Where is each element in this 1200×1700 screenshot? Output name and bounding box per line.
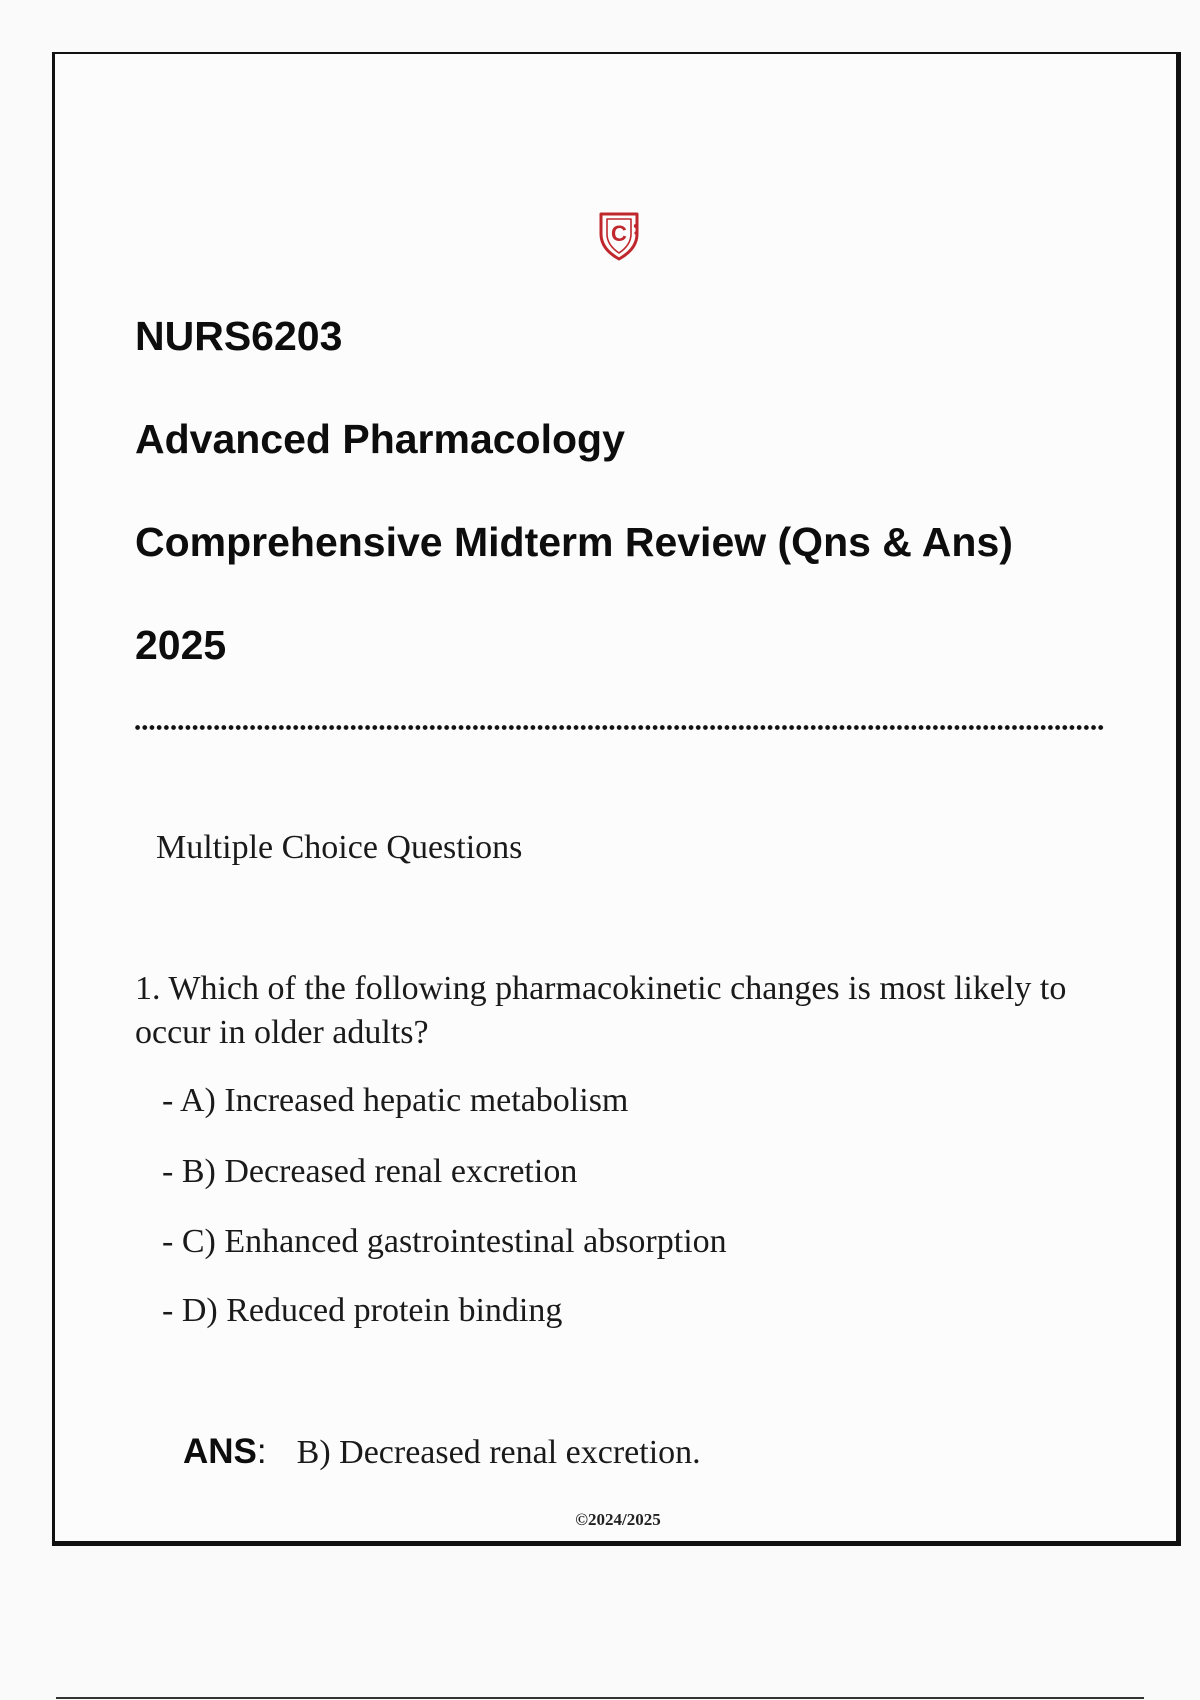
option-c: - C) Enhanced gastrointestinal absorption [162,1223,727,1260]
bottom-rule [56,1697,1144,1699]
logo-letter: C [611,221,627,246]
copyright-footer: ©2024/2025 [575,1510,661,1529]
question-text: 1. Which of the following pharmacokinetic changes is most likely to occur in older adults? [135,970,1067,1051]
answer-label: ANS [183,1432,257,1471]
review-title: Comprehensive Midterm Review (Qns & Ans) [135,519,1013,565]
answer-text: B) Decreased renal excretion. [296,1434,701,1471]
course-name: Advanced Pharmacology [135,416,625,462]
option-d: - D) Reduced protein binding [162,1292,563,1329]
option-a: - A) Increased hepatic metabolism [162,1082,629,1119]
course-code: NURS6203 [135,313,343,359]
answer-row [183,1431,701,1474]
option-b: - B) Decreased renal excretion [162,1153,578,1190]
section-title: Multiple Choice Questions [156,829,523,866]
answer-colon: : [256,1432,267,1471]
dotted-divider [134,724,1105,731]
document-year: 2025 [135,622,227,668]
shield-logo-icon [597,208,641,262]
